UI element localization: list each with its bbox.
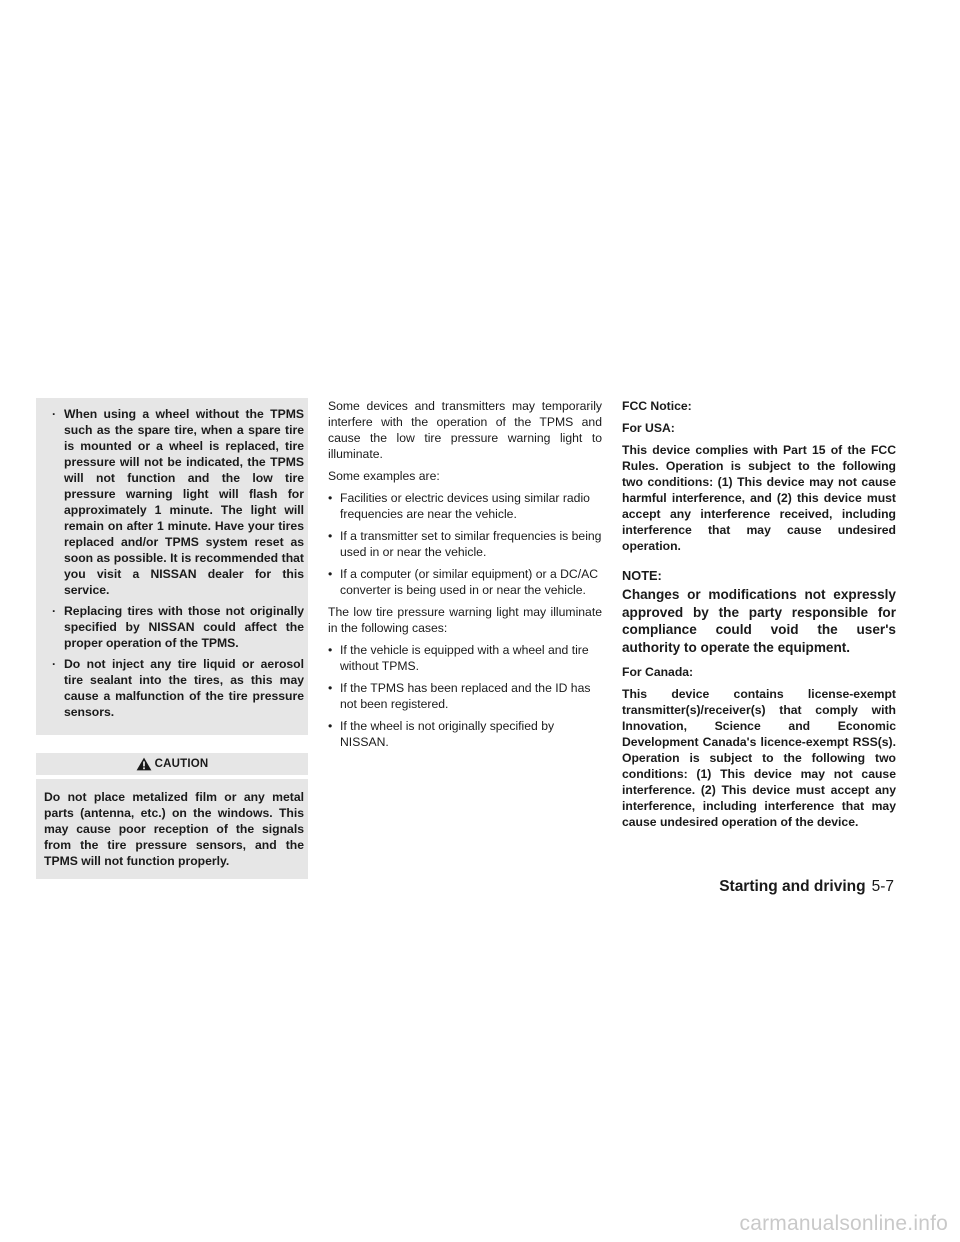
bullet: · <box>52 407 57 421</box>
note-text: Changes or modifications not expressly approved by the party responsible for compliance could void the user's authority to operate the equipment. <box>622 587 896 655</box>
page-number: 5-7 <box>871 878 894 895</box>
bullet: • <box>328 643 333 657</box>
bullet: · <box>52 657 57 671</box>
middle-column <box>328 398 602 756</box>
warning-text: Replacing tires with those not originally specified by NISSAN could affect the proper operation of the TPMS. <box>64 604 304 650</box>
bullet: • <box>328 529 333 543</box>
list-item-text: If a computer (or similar equipment) or a DC/AC converter is being used in or near the vehicle. <box>340 567 599 597</box>
page-footer <box>719 878 894 896</box>
list-item <box>328 718 602 750</box>
list-item-text: If a transmitter set to similar frequencies is being used in or near the vehicle. <box>340 529 602 559</box>
fcc-title: FCC Notice: <box>622 399 692 413</box>
caution-text: Do not place metalized film or any metal parts (antenna, etc.) on the windows. This may cause poor reception of the signals from the tire pressure sensors, and the TPMS will not function properly. <box>36 779 308 879</box>
warning-item <box>44 406 304 598</box>
list-item-text: Facilities or electric devices using similar radio frequencies are near the vehicle. <box>340 491 590 521</box>
warning-triangle-icon <box>136 757 152 771</box>
warning-list <box>44 406 304 720</box>
cases-list <box>328 642 602 750</box>
warning-box <box>36 398 308 735</box>
list-item <box>328 566 602 598</box>
warning-text: When using a wheel without the TPMS such as the spare tire, when a spare tire is mounted or a wheel is replaced, tire pressure will not be indicated, the TPMS will not function and the low tire pressure warning light will flash for approximately 1 minute. The light will remain on after 1 minute. Have your tires replaced and/or TPMS system reset as soon as possible. It is recommended that you visit a NISSAN dealer for this service. <box>64 407 304 597</box>
list-item-text: If the TPMS has been replaced and the ID has not been registered. <box>340 681 591 711</box>
caution-header <box>36 753 308 775</box>
list-item-text: If the vehicle is equipped with a wheel and tire without TPMS. <box>340 643 589 673</box>
warning-item <box>44 603 304 651</box>
usa-label: For USA: <box>622 421 675 435</box>
warning-item <box>44 656 304 720</box>
warning-text: Do not inject any tire liquid or aerosol tire sealant into the tires, as this may cause a malfunction of the tire pressure sensors. <box>64 657 304 719</box>
list-item <box>328 490 602 522</box>
canada-text: This device contains license-exempt transmitter(s)/receiver(s) that comply with Innovation, Science and Economic Development Canada's licence-exempt RSS(s). Operation is subject to the following two conditions: (1) This device may not cause interference. (2) This device must accept any interference, including interference that may cause undesired operation of the device. <box>622 687 896 829</box>
bullet: • <box>328 719 333 733</box>
list-item <box>328 642 602 674</box>
usa-text: This device complies with Part 15 of the FCC Rules. Operation is subject to the following two conditions: (1) This device may not cause harmful interference, and (2) this device must accept any interference received, including interference that may cause undesired operation. <box>622 443 896 553</box>
list-item <box>328 528 602 560</box>
bullet: • <box>328 567 333 581</box>
left-column <box>36 398 308 879</box>
section-title: Starting and driving <box>719 878 866 895</box>
caution-title: CAUTION <box>154 758 209 770</box>
bullet: • <box>328 491 333 505</box>
right-column <box>622 398 896 836</box>
watermark: carmanualsonline.info <box>739 1212 948 1235</box>
canada-label: For Canada: <box>622 665 694 679</box>
list-item-text: If the wheel is not originally specified by NISSAN. <box>340 719 555 749</box>
cases-intro: The low tire pressure warning light may illuminate in the following cases: <box>328 605 602 635</box>
examples-label: Some examples are: <box>328 469 440 483</box>
note-label: NOTE: <box>622 568 662 583</box>
list-item <box>328 680 602 712</box>
bullet: • <box>328 681 333 695</box>
interference-intro: Some devices and transmitters may temporarily interfere with the operation of the TPMS and cause the low tire pressure warning light to illuminate. <box>328 399 602 461</box>
bullet: · <box>52 604 57 618</box>
examples-list <box>328 490 602 598</box>
